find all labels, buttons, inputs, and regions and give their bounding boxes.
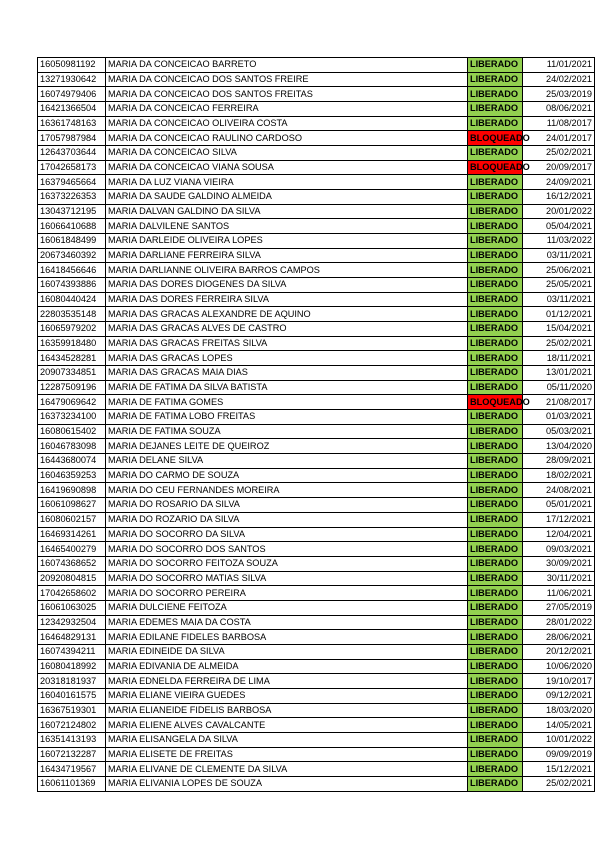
record-name-cell: MARIA ELIVANE DE CLEMENTE DA SILVA: [106, 762, 468, 777]
table-row: [38, 454, 595, 469]
record-name-cell: MARIA DARLEIDE OLIVEIRA LOPES: [106, 234, 468, 249]
table-row: [38, 72, 595, 87]
status-badge: LIBERADO: [468, 483, 523, 498]
table-row: [38, 439, 595, 454]
record-id-cell: 12287509196: [38, 380, 106, 395]
record-date-cell: 25/02/2021: [523, 776, 595, 791]
record-id-cell: 16061101369: [38, 776, 106, 791]
table-row: [38, 556, 595, 571]
status-badge: LIBERADO: [468, 439, 523, 454]
table-row: [38, 322, 595, 337]
record-id-cell: 16080440424: [38, 292, 106, 307]
status-badge: LIBERADO: [468, 204, 523, 219]
status-badge: LIBERADO: [468, 454, 523, 469]
record-id-cell: 16367519301: [38, 703, 106, 718]
record-name-cell: MARIA DA LUZ VIANA VIEIRA: [106, 175, 468, 190]
record-name-cell: MARIA DO ROZARIO DA SILVA: [106, 512, 468, 527]
status-badge: LIBERADO: [468, 380, 523, 395]
record-id-cell: 16050981192: [38, 58, 106, 73]
table-row: [38, 659, 595, 674]
table-row: [38, 234, 595, 249]
status-badge: LIBERADO: [468, 586, 523, 601]
status-badge: LIBERADO: [468, 102, 523, 117]
record-id-cell: 16434528281: [38, 351, 106, 366]
table-row: [38, 586, 595, 601]
record-id-cell: 13043712195: [38, 204, 106, 219]
record-date-cell: 25/03/2019: [523, 87, 595, 102]
status-badge: LIBERADO: [468, 732, 523, 747]
record-name-cell: MARIA DELANE SILVA: [106, 454, 468, 469]
record-name-cell: MARIA ELIANEIDE FIDELIS BARBOSA: [106, 703, 468, 718]
status-badge: LIBERADO: [468, 615, 523, 630]
record-id-cell: 12643703644: [38, 146, 106, 161]
record-id-cell: 16074979406: [38, 87, 106, 102]
record-date-cell: 24/08/2021: [523, 483, 595, 498]
record-id-cell: 16061063025: [38, 600, 106, 615]
status-badge: LIBERADO: [468, 776, 523, 791]
table-row: [38, 688, 595, 703]
record-date-cell: 28/06/2021: [523, 630, 595, 645]
record-date-cell: 20/09/2017: [523, 160, 595, 175]
table-row: [38, 732, 595, 747]
record-date-cell: 11/01/2021: [523, 58, 595, 73]
table-row: [38, 410, 595, 425]
record-date-cell: 12/04/2021: [523, 527, 595, 542]
record-date-cell: 20/12/2021: [523, 644, 595, 659]
record-id-cell: 16418456646: [38, 263, 106, 278]
status-badge: LIBERADO: [468, 58, 523, 73]
table-row: [38, 498, 595, 513]
table-row: [38, 615, 595, 630]
record-date-cell: 25/02/2021: [523, 336, 595, 351]
table-row: [38, 703, 595, 718]
record-date-cell: 01/03/2021: [523, 410, 595, 425]
record-id-cell: 16061098627: [38, 498, 106, 513]
record-name-cell: MARIA DA CONCEICAO RAULINO CARDOSO: [106, 131, 468, 146]
record-date-cell: 10/06/2020: [523, 659, 595, 674]
record-name-cell: MARIA EDEMES MAIA DA COSTA: [106, 615, 468, 630]
record-id-cell: 16080615402: [38, 424, 106, 439]
table-row: [38, 175, 595, 190]
record-name-cell: MARIA EDINEIDE DA SILVA: [106, 644, 468, 659]
record-name-cell: MARIA DO SOCORRO DA SILVA: [106, 527, 468, 542]
record-name-cell: MARIA DAS GRACAS ALVES DE CASTRO: [106, 322, 468, 337]
record-date-cell: 09/12/2021: [523, 688, 595, 703]
record-id-cell: 16361748163: [38, 116, 106, 131]
record-date-cell: 11/03/2022: [523, 234, 595, 249]
status-badge: LIBERADO: [468, 234, 523, 249]
status-badge: LIBERADO: [468, 688, 523, 703]
record-date-cell: 25/06/2021: [523, 263, 595, 278]
record-name-cell: MARIA DAS DORES DIOGENES DA SILVA: [106, 278, 468, 293]
record-date-cell: 03/11/2021: [523, 248, 595, 263]
status-badge: LIBERADO: [468, 747, 523, 762]
status-badge: LIBERADO: [468, 336, 523, 351]
record-id-cell: 17042658173: [38, 160, 106, 175]
record-name-cell: MARIA DA CONCEICAO DOS SANTOS FREITAS: [106, 87, 468, 102]
record-name-cell: MARIA DAS DORES FERREIRA SILVA: [106, 292, 468, 307]
table-row: [38, 630, 595, 645]
record-date-cell: 15/04/2021: [523, 322, 595, 337]
record-date-cell: 09/09/2019: [523, 747, 595, 762]
record-date-cell: 14/05/2021: [523, 718, 595, 733]
table-row: [38, 674, 595, 689]
status-badge: LIBERADO: [468, 703, 523, 718]
record-date-cell: 28/01/2022: [523, 615, 595, 630]
record-name-cell: MARIA EDNELDA FERREIRA DE LIMA: [106, 674, 468, 689]
record-id-cell: 16074368652: [38, 556, 106, 571]
table-row: [38, 600, 595, 615]
status-badge: LIBERADO: [468, 322, 523, 337]
record-date-cell: 16/12/2021: [523, 190, 595, 205]
status-badge: LIBERADO: [468, 659, 523, 674]
record-date-cell: 15/12/2021: [523, 762, 595, 777]
record-name-cell: MARIA DO SOCORRO FEITOZA SOUZA: [106, 556, 468, 571]
record-name-cell: MARIA DA CONCEICAO DOS SANTOS FREIRE: [106, 72, 468, 87]
record-id-cell: 17042658602: [38, 586, 106, 601]
record-id-cell: 16379465664: [38, 175, 106, 190]
record-name-cell: MARIA DAS GRACAS MAIA DIAS: [106, 366, 468, 381]
table-row: [38, 263, 595, 278]
table-row: [38, 527, 595, 542]
record-id-cell: 16419690898: [38, 483, 106, 498]
table-row: [38, 204, 595, 219]
table-row: [38, 146, 595, 161]
status-badge: BLOQUEADO: [468, 160, 523, 175]
record-date-cell: 10/01/2022: [523, 732, 595, 747]
record-date-cell: 20/01/2022: [523, 204, 595, 219]
record-date-cell: 30/09/2021: [523, 556, 595, 571]
record-id-cell: 16359918480: [38, 336, 106, 351]
record-id-cell: 22803535148: [38, 307, 106, 322]
table-row: [38, 351, 595, 366]
table-row: [38, 542, 595, 557]
table-row: [38, 102, 595, 117]
status-badge: LIBERADO: [468, 542, 523, 557]
record-name-cell: MARIA DA CONCEICAO FERREIRA: [106, 102, 468, 117]
table-row: [38, 190, 595, 205]
record-id-cell: 16421366504: [38, 102, 106, 117]
record-id-cell: 20673460392: [38, 248, 106, 263]
status-badge: BLOQUEADO: [468, 131, 523, 146]
record-id-cell: 16080602157: [38, 512, 106, 527]
record-id-cell: 16072124802: [38, 718, 106, 733]
record-date-cell: 01/12/2021: [523, 307, 595, 322]
record-id-cell: 16074394211: [38, 644, 106, 659]
table-row: [38, 336, 595, 351]
record-id-cell: 20318181937: [38, 674, 106, 689]
status-badge: LIBERADO: [468, 116, 523, 131]
record-date-cell: 18/11/2021: [523, 351, 595, 366]
table-row: [38, 468, 595, 483]
record-name-cell: MARIA DALVAN GALDINO DA SILVA: [106, 204, 468, 219]
record-id-cell: 16434719567: [38, 762, 106, 777]
record-date-cell: 21/08/2017: [523, 395, 595, 410]
record-name-cell: MARIA ELISETE DE FREITAS: [106, 747, 468, 762]
record-date-cell: 25/02/2021: [523, 146, 595, 161]
table-row: [38, 424, 595, 439]
record-id-cell: 16443680074: [38, 454, 106, 469]
table-row: [38, 278, 595, 293]
record-date-cell: 25/05/2021: [523, 278, 595, 293]
status-badge: LIBERADO: [468, 527, 523, 542]
record-name-cell: MARIA DA SAUDE GALDINO ALMEIDA: [106, 190, 468, 205]
status-badge: LIBERADO: [468, 600, 523, 615]
record-name-cell: MARIA ELISANGELA DA SILVA: [106, 732, 468, 747]
status-badge: LIBERADO: [468, 175, 523, 190]
record-name-cell: MARIA DAS GRACAS FREITAS SILVA: [106, 336, 468, 351]
status-badge: LIBERADO: [468, 762, 523, 777]
status-badge: LIBERADO: [468, 87, 523, 102]
table-row: [38, 248, 595, 263]
table-row: [38, 116, 595, 131]
record-date-cell: 19/10/2017: [523, 674, 595, 689]
table-row: [38, 512, 595, 527]
record-date-cell: 05/03/2021: [523, 424, 595, 439]
record-name-cell: MARIA DULCIENE FEITOZA: [106, 600, 468, 615]
status-badge: LIBERADO: [468, 410, 523, 425]
record-name-cell: MARIA DO SOCORRO MATIAS SILVA: [106, 571, 468, 586]
record-date-cell: 05/04/2021: [523, 219, 595, 234]
record-name-cell: MARIA DO CARMO DE SOUZA: [106, 468, 468, 483]
records-table: [37, 57, 595, 792]
record-id-cell: 16373226353: [38, 190, 106, 205]
record-name-cell: MARIA DE FATIMA LOBO FREITAS: [106, 410, 468, 425]
record-id-cell: 20907334851: [38, 366, 106, 381]
record-name-cell: MARIA DE FATIMA GOMES: [106, 395, 468, 410]
record-id-cell: 16074393886: [38, 278, 106, 293]
record-id-cell: 16046359253: [38, 468, 106, 483]
record-id-cell: 16072132287: [38, 747, 106, 762]
record-date-cell: 28/09/2021: [523, 454, 595, 469]
table-row: [38, 292, 595, 307]
record-date-cell: 11/08/2017: [523, 116, 595, 131]
record-name-cell: MARIA EDIVANIA DE ALMEIDA: [106, 659, 468, 674]
status-badge: LIBERADO: [468, 72, 523, 87]
status-badge: LIBERADO: [468, 424, 523, 439]
status-badge: LIBERADO: [468, 571, 523, 586]
table-row: [38, 395, 595, 410]
status-badge: LIBERADO: [468, 718, 523, 733]
table-row: [38, 483, 595, 498]
record-name-cell: MARIA DAS GRACAS ALEXANDRE DE AQUINO: [106, 307, 468, 322]
record-name-cell: MARIA DA CONCEICAO VIANA SOUSA: [106, 160, 468, 175]
record-name-cell: MARIA DE FATIMA SOUZA: [106, 424, 468, 439]
status-badge: LIBERADO: [468, 351, 523, 366]
record-name-cell: MARIA DE FATIMA DA SILVA BATISTA: [106, 380, 468, 395]
status-badge: BLOQUEADO: [468, 395, 523, 410]
record-id-cell: 12342932504: [38, 615, 106, 630]
record-date-cell: 30/11/2021: [523, 571, 595, 586]
table-row: [38, 747, 595, 762]
record-id-cell: 20920804815: [38, 571, 106, 586]
record-name-cell: MARIA DA CONCEICAO SILVA: [106, 146, 468, 161]
record-date-cell: 08/06/2021: [523, 102, 595, 117]
record-date-cell: 05/11/2020: [523, 380, 595, 395]
status-badge: LIBERADO: [468, 307, 523, 322]
record-name-cell: MARIA EDILANE FIDELES BARBOSA: [106, 630, 468, 645]
status-badge: LIBERADO: [468, 146, 523, 161]
table-row: [38, 58, 595, 73]
status-badge: LIBERADO: [468, 498, 523, 513]
record-name-cell: MARIA ELIVANIA LOPES DE SOUZA: [106, 776, 468, 791]
record-id-cell: 17057987984: [38, 131, 106, 146]
records-table-body: [38, 58, 595, 792]
record-date-cell: 13/01/2021: [523, 366, 595, 381]
table-row: [38, 219, 595, 234]
record-date-cell: 09/03/2021: [523, 542, 595, 557]
record-date-cell: 24/01/2017: [523, 131, 595, 146]
record-id-cell: 16061848499: [38, 234, 106, 249]
record-id-cell: 16373234100: [38, 410, 106, 425]
record-date-cell: 11/06/2021: [523, 586, 595, 601]
status-badge: LIBERADO: [468, 512, 523, 527]
record-id-cell: 16040161575: [38, 688, 106, 703]
table-row: [38, 776, 595, 791]
record-id-cell: 16065979202: [38, 322, 106, 337]
record-id-cell: 16080418992: [38, 659, 106, 674]
table-row: [38, 87, 595, 102]
record-name-cell: MARIA DEJANES LEITE DE QUEIROZ: [106, 439, 468, 454]
table-row: [38, 160, 595, 175]
status-badge: LIBERADO: [468, 190, 523, 205]
record-name-cell: MARIA DA CONCEICAO BARRETO: [106, 58, 468, 73]
status-badge: LIBERADO: [468, 248, 523, 263]
status-badge: LIBERADO: [468, 263, 523, 278]
status-badge: LIBERADO: [468, 556, 523, 571]
record-date-cell: 18/02/2021: [523, 468, 595, 483]
table-row: [38, 571, 595, 586]
record-name-cell: MARIA DARLIANE FERREIRA SILVA: [106, 248, 468, 263]
record-name-cell: MARIA DO SOCORRO PEREIRA: [106, 586, 468, 601]
record-name-cell: MARIA ELIANE VIEIRA GUEDES: [106, 688, 468, 703]
record-name-cell: MARIA DAS GRACAS LOPES: [106, 351, 468, 366]
record-date-cell: 24/09/2021: [523, 175, 595, 190]
status-badge: LIBERADO: [468, 644, 523, 659]
record-id-cell: 16469314261: [38, 527, 106, 542]
status-badge: LIBERADO: [468, 219, 523, 234]
record-date-cell: 24/02/2021: [523, 72, 595, 87]
table-row: [38, 131, 595, 146]
record-date-cell: 17/12/2021: [523, 512, 595, 527]
record-name-cell: MARIA DARLIANNE OLIVEIRA BARROS CAMPOS: [106, 263, 468, 278]
table-row: [38, 307, 595, 322]
record-name-cell: MARIA DO ROSARIO DA SILVA: [106, 498, 468, 513]
status-badge: LIBERADO: [468, 278, 523, 293]
record-date-cell: 18/03/2020: [523, 703, 595, 718]
status-badge: LIBERADO: [468, 630, 523, 645]
record-id-cell: 16465400279: [38, 542, 106, 557]
record-id-cell: 16046783098: [38, 439, 106, 454]
record-id-cell: 16479069642: [38, 395, 106, 410]
table-row: [38, 762, 595, 777]
record-date-cell: 27/05/2019: [523, 600, 595, 615]
status-badge: LIBERADO: [468, 292, 523, 307]
record-date-cell: 13/04/2020: [523, 439, 595, 454]
status-badge: LIBERADO: [468, 674, 523, 689]
table-row: [38, 718, 595, 733]
record-id-cell: 16464829131: [38, 630, 106, 645]
record-name-cell: MARIA DO CEU FERNANDES MOREIRA: [106, 483, 468, 498]
record-id-cell: 16066410688: [38, 219, 106, 234]
record-id-cell: 16351413193: [38, 732, 106, 747]
status-badge: LIBERADO: [468, 366, 523, 381]
record-date-cell: 03/11/2021: [523, 292, 595, 307]
table-row: [38, 380, 595, 395]
table-row: [38, 644, 595, 659]
status-badge: LIBERADO: [468, 468, 523, 483]
record-name-cell: MARIA DA CONCEICAO OLIVEIRA COSTA: [106, 116, 468, 131]
record-name-cell: MARIA ELIENE ALVES CAVALCANTE: [106, 718, 468, 733]
record-name-cell: MARIA DO SOCORRO DOS SANTOS: [106, 542, 468, 557]
table-row: [38, 366, 595, 381]
record-id-cell: 13271930642: [38, 72, 106, 87]
record-name-cell: MARIA DALVILENE SANTOS: [106, 219, 468, 234]
record-date-cell: 05/01/2021: [523, 498, 595, 513]
